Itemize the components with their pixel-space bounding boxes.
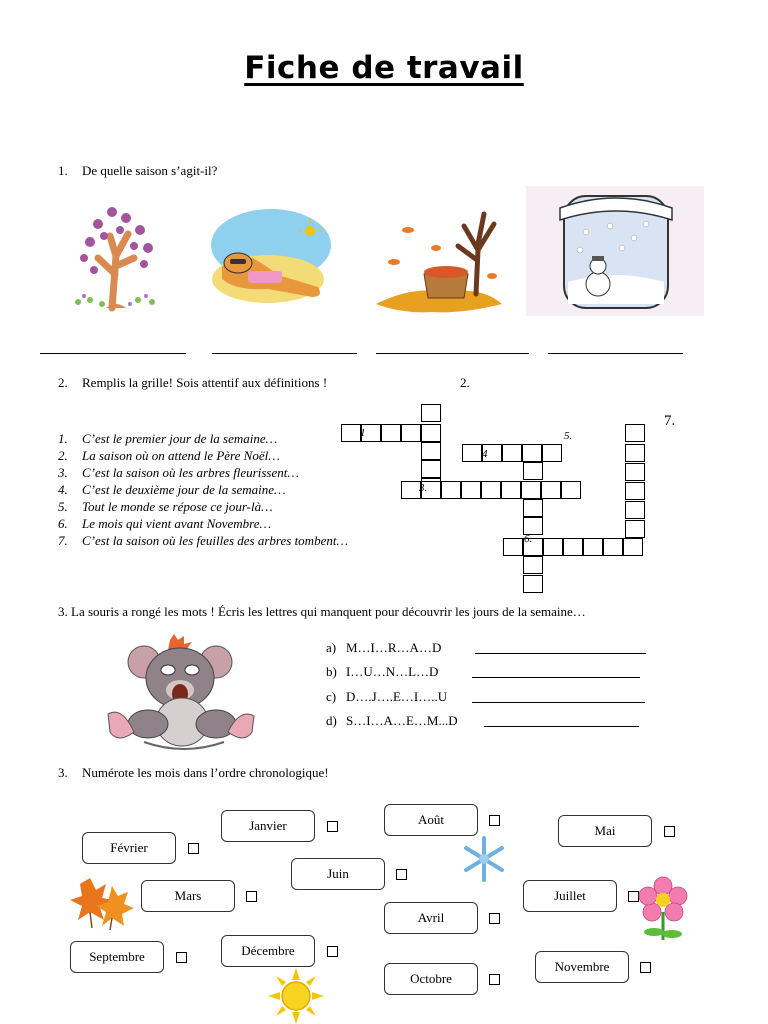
question-2-text: Remplis la grille! Sois attentif aux définitions ! bbox=[82, 375, 328, 390]
crossword-cell-7-4[interactable] bbox=[625, 482, 645, 500]
month-box-decembre: Décembre bbox=[221, 935, 315, 967]
crossword-cell-7-1[interactable] bbox=[625, 424, 645, 442]
checkbox-novembre[interactable] bbox=[640, 962, 651, 973]
crossword-cell-3-5[interactable] bbox=[481, 481, 501, 499]
crossword-cell-6-6[interactable] bbox=[603, 538, 623, 556]
question-4-text: Numérote les mois dans l’ordre chronologique! bbox=[82, 765, 329, 780]
month-box-novembre: Novembre bbox=[535, 951, 629, 983]
grid-number-5: 5. bbox=[564, 430, 573, 442]
autumn-tree-icon bbox=[372, 200, 506, 316]
definition-1: 1. C’est le premier jour de la semaine… bbox=[58, 431, 278, 446]
grid-number-3: 3. bbox=[419, 482, 428, 494]
crossword-cell-7-3[interactable] bbox=[625, 463, 645, 481]
crossword-cell-2-3[interactable] bbox=[421, 460, 441, 478]
summer-sunbathing-icon bbox=[208, 205, 334, 307]
month-box-juillet: Juillet bbox=[523, 880, 617, 912]
checkbox-juin[interactable] bbox=[396, 869, 407, 880]
question-1-text: De quelle saison s’agit-il? bbox=[82, 163, 218, 178]
crossword-cell-6-5[interactable] bbox=[583, 538, 603, 556]
crossword-cell-5-1[interactable] bbox=[523, 462, 543, 480]
crossword-cell-1-1[interactable] bbox=[341, 424, 361, 442]
crossword-cell-3-4[interactable] bbox=[461, 481, 481, 499]
checkbox-aout[interactable] bbox=[489, 815, 500, 826]
flower-icon bbox=[638, 876, 688, 942]
crossword-cell-4-5[interactable] bbox=[542, 444, 562, 462]
winter-snowman-icon bbox=[526, 186, 704, 316]
checkbox-fevrier[interactable] bbox=[188, 843, 199, 854]
checkbox-decembre[interactable] bbox=[327, 946, 338, 957]
crossword-cell-7-5[interactable] bbox=[625, 501, 645, 519]
crossword-cell-7-6[interactable] bbox=[625, 520, 645, 538]
crossword-cell-3-3[interactable] bbox=[441, 481, 461, 499]
answer-line-1[interactable] bbox=[40, 353, 186, 354]
checkbox-mai[interactable] bbox=[664, 826, 675, 837]
autumn-leaves-icon bbox=[70, 874, 134, 930]
checkbox-janvier[interactable] bbox=[327, 821, 338, 832]
sun-icon bbox=[268, 968, 324, 1024]
checkbox-avril[interactable] bbox=[489, 913, 500, 924]
snowflake-icon bbox=[461, 836, 507, 882]
spring-tree-icon bbox=[68, 196, 164, 312]
word-answer-line-b[interactable] bbox=[472, 677, 640, 678]
month-box-fevrier: Février bbox=[82, 832, 176, 864]
crossword-cell-3-7[interactable] bbox=[521, 481, 541, 499]
definition-5: 5. Tout le monde se répose ce jour-là… bbox=[58, 499, 273, 514]
checkbox-mars[interactable] bbox=[246, 891, 257, 902]
word-item-c: c) D….J….E…I…..U bbox=[326, 689, 448, 704]
grid-number-1: 1 bbox=[360, 427, 366, 439]
definition-7: 7. C’est la saison où les feuilles des arbres tombent… bbox=[58, 533, 349, 548]
question-4-number: 3. bbox=[58, 765, 68, 780]
question-2 bbox=[58, 375, 327, 391]
month-box-aout: Août bbox=[384, 804, 478, 836]
page-title: Fiche de travail bbox=[244, 50, 524, 86]
month-box-avril: Avril bbox=[384, 902, 478, 934]
crossword-cell-2-1[interactable] bbox=[421, 404, 441, 422]
question-1-number: 1. bbox=[58, 163, 68, 178]
word-item-b: b) I…U…N…L…D bbox=[326, 664, 439, 679]
crossword-cell-4-3[interactable] bbox=[502, 444, 522, 462]
crossword-cell-5-5[interactable] bbox=[523, 575, 543, 593]
month-box-mars: Mars bbox=[141, 880, 235, 912]
crossword-cell-1-4[interactable] bbox=[401, 424, 421, 442]
question-4 bbox=[58, 765, 329, 781]
grid-number-6: 6. bbox=[524, 533, 533, 545]
definition-6: 6. Le mois qui vient avant Novembre… bbox=[58, 516, 272, 531]
month-box-septembre: Septembre bbox=[70, 941, 164, 973]
crossword-cell-7-2[interactable] bbox=[625, 444, 645, 462]
grid-number-4: 4 bbox=[482, 448, 488, 460]
question-3-text: La souris a rongé les mots ! Écris les lettres qui manquent pour découvrir les jours de la semaine… bbox=[71, 604, 586, 619]
checkbox-septembre[interactable] bbox=[176, 952, 187, 963]
crossword-cell-1-5[interactable] bbox=[421, 424, 441, 442]
word-answer-line-d[interactable] bbox=[484, 726, 639, 727]
definition-3: 3. C’est la saison où les arbres fleurissent… bbox=[58, 465, 299, 480]
grid-label-2: 2. bbox=[460, 375, 470, 390]
crossword-cell-6-3[interactable] bbox=[543, 538, 563, 556]
crossword-cell-6-7[interactable] bbox=[623, 538, 643, 556]
checkbox-octobre[interactable] bbox=[489, 974, 500, 985]
answer-line-2[interactable] bbox=[212, 353, 357, 354]
crossword-cell-5-2[interactable] bbox=[523, 499, 543, 517]
crossword-cell-3-6[interactable] bbox=[501, 481, 521, 499]
definition-2: 2. La saison où on attend le Père Noël… bbox=[58, 448, 280, 463]
word-answer-line-c[interactable] bbox=[472, 702, 645, 703]
crossword-cell-3-9[interactable] bbox=[561, 481, 581, 499]
month-box-juin: Juin bbox=[291, 858, 385, 890]
question-2-number: 2. bbox=[58, 375, 68, 390]
month-box-mai: Mai bbox=[558, 815, 652, 847]
month-box-octobre: Octobre bbox=[384, 963, 478, 995]
crossword-cell-6-4[interactable] bbox=[563, 538, 583, 556]
question-3 bbox=[58, 604, 586, 620]
crossword-cell-6-1[interactable] bbox=[503, 538, 523, 556]
crossword-cell-1-3[interactable] bbox=[381, 424, 401, 442]
word-item-a: a) M…I…R…A…D bbox=[326, 640, 442, 655]
crossword-cell-4-1[interactable] bbox=[462, 444, 482, 462]
crossword-cell-2-2[interactable] bbox=[421, 442, 441, 460]
crossword-cell-3-8[interactable] bbox=[541, 481, 561, 499]
crossword-cell-5-4[interactable] bbox=[523, 556, 543, 574]
question-3-number: 3. bbox=[58, 604, 68, 619]
mouse-icon bbox=[104, 632, 258, 754]
grid-number-7: 7. bbox=[664, 413, 676, 429]
answer-line-3[interactable] bbox=[376, 353, 529, 354]
word-item-d: d) S…I…A…E…M...D bbox=[326, 713, 458, 728]
question-1 bbox=[58, 163, 217, 179]
crossword-cell-3-1[interactable] bbox=[401, 481, 421, 499]
month-box-janvier: Janvier bbox=[221, 810, 315, 842]
word-answer-line-a[interactable] bbox=[475, 653, 646, 654]
answer-line-4[interactable] bbox=[548, 353, 683, 354]
definition-4: 4. C’est le deuxième jour de la semaine… bbox=[58, 482, 286, 497]
crossword-cell-4-4[interactable] bbox=[522, 444, 542, 462]
